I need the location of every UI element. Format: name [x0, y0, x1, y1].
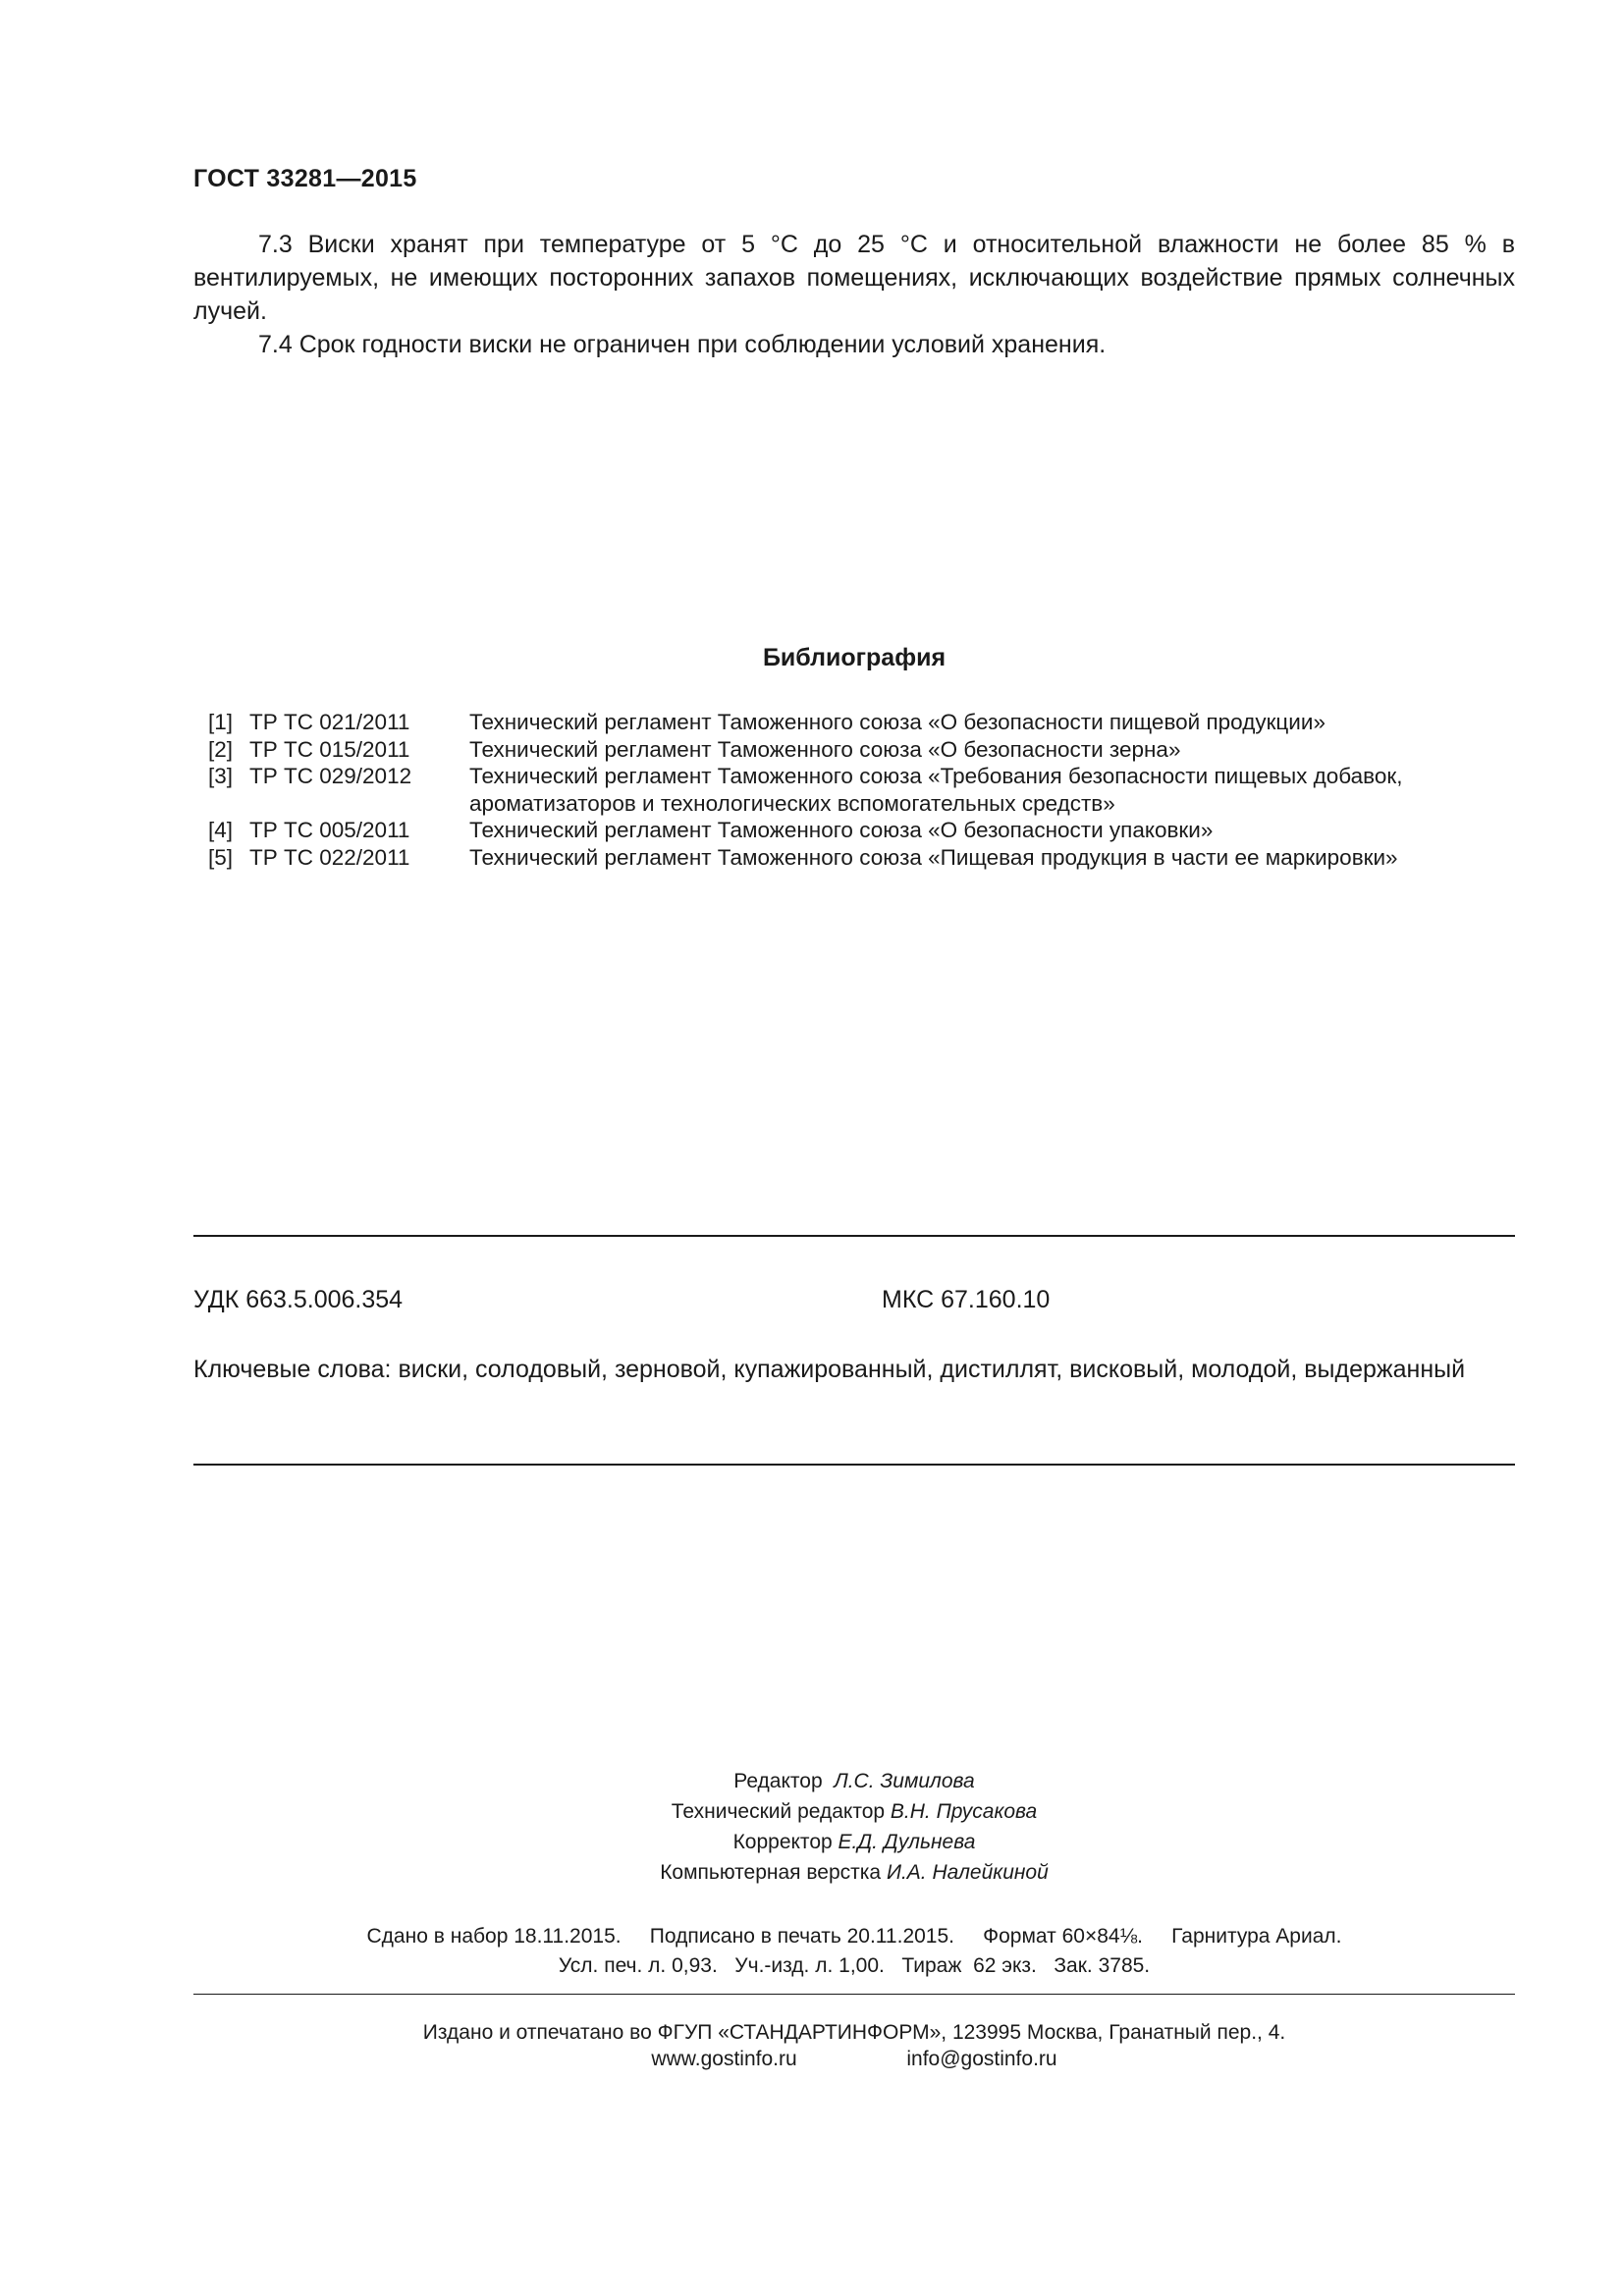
- bibliography-text: Технический регламент Таможенного союза «О безопасности зерна»: [469, 736, 1181, 762]
- publisher-line: Издано и отпечатано во ФГУП «СТАНДАРТИНФОРМ», 123995 Москва, Гранатный пер., 4.: [422, 2021, 1286, 2044]
- credit-layout: [0, 1857, 1623, 1888]
- bibliography-code: ТР ТС 029/2012: [249, 764, 412, 788]
- paragraph-7-3-text: 7.3 Виски хранят при температуре от 5 °С до 25 °С и относительной влажности не более 85 % в вентилируемых, не имеющих посторонних запахов помещениях, исключающих воздействие прямых солнечных лучей.: [193, 231, 1515, 325]
- bibliography-number: [2]: [208, 736, 234, 762]
- credit-layout-name: И.А. Налейкиной: [886, 1861, 1049, 1884]
- paragraph-7-4: [193, 328, 1515, 361]
- bibliography-text: Технический регламент Таможенного союза «Требования безопасности пищевых добавок, ароматизаторов и технологических вспомогательных средств»: [469, 764, 1403, 816]
- document-header: ГОСТ 33281—2015: [193, 165, 417, 192]
- credit-tech-editor: [0, 1796, 1623, 1827]
- print-info-line-1: Сдано в набор 18.11.2015. Подписано в печать 20.11.2015. Формат 60×84⅛. Гарнитура Ариал.: [366, 1925, 1342, 1948]
- bibliography-item: [208, 844, 1504, 872]
- keywords: Ключевые слова: виски, солодовый, зерновой, купажированный, дистиллят, висковый, молодой, выдержанный: [193, 1356, 1466, 1383]
- bibliography-code: ТР ТС 015/2011: [249, 736, 410, 762]
- mks-code: МКС 67.160.10: [882, 1286, 1051, 1313]
- paragraph-7-3: [193, 228, 1515, 328]
- bibliography-number: [5]: [208, 844, 234, 870]
- bibliography-title: Библиография: [762, 644, 947, 671]
- divider-bottom: [193, 1994, 1515, 1995]
- credit-editor-label: Редактор: [733, 1770, 823, 1792]
- bibliography-item: [208, 817, 1504, 844]
- publisher-email[interactable]: info@gostinfo.ru: [906, 2048, 1057, 2070]
- bibliography-list: [208, 709, 1504, 871]
- credit-corrector: [0, 1827, 1623, 1857]
- bibliography-code: ТР ТС 005/2011: [249, 818, 410, 842]
- bibliography-text: Технический регламент Таможенного союза «О безопасности пищевой продукции»: [469, 710, 1325, 734]
- credit-editor-name: Л.С. Зимилова: [834, 1770, 975, 1792]
- credit-corrector-label: Корректор: [732, 1831, 833, 1853]
- bibliography-number: [3]: [208, 764, 234, 788]
- publisher-links: [0, 2048, 1623, 2071]
- divider-middle: [193, 1464, 1515, 1466]
- credit-layout-label: Компьютерная верстка: [660, 1861, 882, 1884]
- bibliography-number: [1]: [208, 710, 234, 734]
- credits-block: [0, 1766, 1623, 1888]
- credit-tech-editor-label: Технический редактор: [671, 1800, 886, 1823]
- bibliography-text: Технический регламент Таможенного союза «О безопасности упаковки»: [469, 818, 1214, 842]
- credit-tech-editor-name: В.Н. Прусакова: [890, 1800, 1038, 1823]
- paragraph-7-4-text: 7.4 Срок годности виски не ограничен при соблюдении условий хранения.: [258, 331, 1107, 358]
- bibliography-item: [208, 709, 1504, 736]
- bibliography-number: [4]: [208, 818, 234, 842]
- bibliography-code: ТР ТС 021/2011: [249, 710, 410, 734]
- udk-code: УДК 663.5.006.354: [193, 1286, 404, 1313]
- bibliography-item: [208, 763, 1504, 817]
- credit-corrector-name: Е.Д. Дульнева: [838, 1831, 976, 1853]
- divider-top: [193, 1235, 1515, 1237]
- bibliography-text: Технический регламент Таможенного союза «Пищевая продукция в части ее маркировки»: [469, 844, 1398, 870]
- credit-editor: [0, 1766, 1623, 1796]
- publisher-website[interactable]: www.gostinfo.ru: [651, 2048, 797, 2070]
- bibliography-item: [208, 736, 1504, 764]
- bibliography-code: ТР ТС 022/2011: [249, 844, 410, 870]
- print-info-line-2: Усл. печ. л. 0,93. Уч.-изд. л. 1,00. Тираж 62 экз. Зак. 3785.: [558, 1954, 1151, 1977]
